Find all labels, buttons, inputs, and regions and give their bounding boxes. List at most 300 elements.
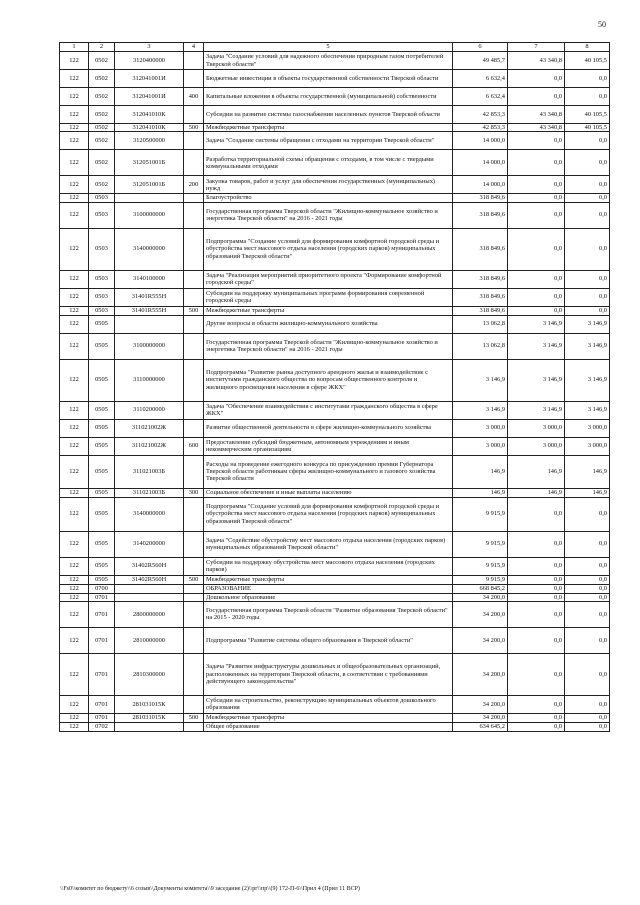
target-article-cell: 31402R560H: [115, 557, 184, 575]
table-row: [60, 106, 610, 124]
item-name-cell: Задача "Обеспечение взаимодействия с институтами гражданского общества в сфере ЖКХ": [204, 401, 453, 419]
amount-year1-cell: 14 000,0: [453, 176, 508, 194]
amount-year3-cell: 0,0: [565, 132, 610, 150]
amount-year2-cell: 3 146,9: [508, 315, 565, 333]
expense-type-cell: [184, 627, 204, 653]
target-article-cell: 2810300000: [115, 653, 184, 695]
item-name-cell: Подпрограмма "Создание условий для формирования комфортной городской среды и обустройства мест массового отдыха населения (городских парков) муниципальных образований Тверской области": [204, 228, 453, 270]
item-name-cell: Развитие общественной деятельности в сфере жилищно-коммунального хозяйства: [204, 419, 453, 437]
section-code-cell: 0502: [89, 106, 115, 124]
admin-code-cell: 122: [60, 315, 89, 333]
section-code-cell: 0503: [89, 306, 115, 315]
expense-type-cell: [184, 584, 204, 593]
target-article-cell: 3110200000: [115, 401, 184, 419]
expense-type-cell: [184, 202, 204, 228]
item-name-cell: Подпрограмма "Создание условий для формирования комфортной городской среды и обустройства мест массового отдыха населения (городских парков) муниципальных образований Тверской области": [204, 497, 453, 531]
expense-type-cell: 200: [184, 176, 204, 194]
amount-year2-cell: 3 146,9: [508, 401, 565, 419]
column-header: 7: [508, 43, 565, 52]
amount-year1-cell: 13 062,8: [453, 315, 508, 333]
amount-year1-cell: 318 849,6: [453, 270, 508, 288]
item-name-cell: Капитальные вложения в объекты государственной (муниципальной) собственности: [204, 88, 453, 106]
amount-year1-cell: 668 845,2: [453, 584, 508, 593]
amount-year2-cell: 146,9: [508, 455, 565, 488]
table-row: [60, 653, 610, 695]
expense-type-cell: 400: [184, 88, 204, 106]
section-code-cell: 0701: [89, 593, 115, 601]
amount-year1-cell: 146,9: [453, 488, 508, 497]
table-row: [60, 288, 610, 306]
target-article-cell: 31401R555H: [115, 306, 184, 315]
admin-code-cell: 122: [60, 194, 89, 202]
amount-year3-cell: 0,0: [565, 228, 610, 270]
amount-year1-cell: 13 062,8: [453, 333, 508, 359]
table-row: [60, 584, 610, 593]
target-article-cell: 2810000000: [115, 627, 184, 653]
admin-code-cell: 122: [60, 653, 89, 695]
target-article-cell: [115, 722, 184, 731]
amount-year3-cell: 0,0: [565, 601, 610, 627]
expense-type-cell: [184, 228, 204, 270]
amount-year2-cell: 43 340,8: [508, 124, 565, 132]
table-row: [60, 228, 610, 270]
amount-year2-cell: 0,0: [508, 150, 565, 176]
section-code-cell: 0702: [89, 722, 115, 731]
target-article-cell: 2800000000: [115, 601, 184, 627]
amount-year1-cell: 3 146,9: [453, 401, 508, 419]
amount-year3-cell: 0,0: [565, 150, 610, 176]
table-row: [60, 270, 610, 288]
item-name-cell: Дошкольное образование: [204, 593, 453, 601]
table-row: [60, 455, 610, 488]
table-row: [60, 306, 610, 315]
amount-year3-cell: 0,0: [565, 557, 610, 575]
admin-code-cell: 122: [60, 575, 89, 584]
column-header: 1: [60, 43, 89, 52]
column-header: 5: [204, 43, 453, 52]
target-article-cell: 3120500000: [115, 132, 184, 150]
section-code-cell: 0503: [89, 270, 115, 288]
target-article-cell: 31401R555H: [115, 288, 184, 306]
expense-type-cell: [184, 106, 204, 124]
amount-year3-cell: 0,0: [565, 531, 610, 557]
table-row: [60, 52, 610, 70]
expense-type-cell: [184, 531, 204, 557]
admin-code-cell: 122: [60, 124, 89, 132]
amount-year1-cell: 6 632,4: [453, 88, 508, 106]
admin-code-cell: 122: [60, 333, 89, 359]
column-header: 6: [453, 43, 508, 52]
item-name-cell: Межбюджетные трансферты: [204, 306, 453, 315]
amount-year3-cell: 0,0: [565, 627, 610, 653]
table-row: [60, 531, 610, 557]
admin-code-cell: 122: [60, 722, 89, 731]
admin-code-cell: 122: [60, 359, 89, 401]
admin-code-cell: 122: [60, 593, 89, 601]
target-article-cell: 312041010К: [115, 106, 184, 124]
amount-year3-cell: 0,0: [565, 722, 610, 731]
expense-type-cell: 500: [184, 306, 204, 315]
amount-year2-cell: 0,0: [508, 575, 565, 584]
expense-type-cell: 600: [184, 437, 204, 455]
expense-type-cell: [184, 150, 204, 176]
admin-code-cell: 122: [60, 228, 89, 270]
amount-year2-cell: 0,0: [508, 306, 565, 315]
item-name-cell: Разработка территориальной схемы обращения с отходами, в том числе с твердыми коммунальными отходами: [204, 150, 453, 176]
column-header: 4: [184, 43, 204, 52]
amount-year3-cell: 3 000,0: [565, 437, 610, 455]
admin-code-cell: 122: [60, 437, 89, 455]
section-code-cell: 0502: [89, 52, 115, 70]
target-article-cell: 281031015К: [115, 695, 184, 713]
table-row: [60, 593, 610, 601]
amount-year1-cell: 34 200,0: [453, 653, 508, 695]
amount-year3-cell: 0,0: [565, 288, 610, 306]
amount-year1-cell: 318 849,6: [453, 288, 508, 306]
amount-year2-cell: 0,0: [508, 228, 565, 270]
amount-year3-cell: 0,0: [565, 88, 610, 106]
table-row: [60, 419, 610, 437]
column-header: 3: [115, 43, 184, 52]
item-name-cell: Субсидии на поддержку обустройства мест массового отдыха населения (городских парков): [204, 557, 453, 575]
admin-code-cell: 122: [60, 150, 89, 176]
section-code-cell: 0505: [89, 333, 115, 359]
amount-year1-cell: 318 849,6: [453, 306, 508, 315]
amount-year3-cell: 0,0: [565, 194, 610, 202]
expense-type-cell: [184, 333, 204, 359]
amount-year2-cell: 43 340,8: [508, 106, 565, 124]
column-header: 8: [565, 43, 610, 52]
budget-table: [59, 42, 610, 732]
expense-type-cell: [184, 359, 204, 401]
item-name-cell: Межбюджетные трансферты: [204, 124, 453, 132]
target-article-cell: [115, 584, 184, 593]
table-row: [60, 150, 610, 176]
amount-year1-cell: 34 200,0: [453, 713, 508, 722]
amount-year3-cell: 0,0: [565, 653, 610, 695]
target-article-cell: 312041010К: [115, 124, 184, 132]
amount-year1-cell: 3 146,9: [453, 359, 508, 401]
amount-year1-cell: 634 645,2: [453, 722, 508, 731]
admin-code-cell: 122: [60, 88, 89, 106]
expense-type-cell: [184, 132, 204, 150]
admin-code-cell: 122: [60, 627, 89, 653]
item-name-cell: Государственная программа Тверской области "Жилищно-коммунальное хозяйство и энергетика Тверской области" на 2016 - 2021 годы: [204, 333, 453, 359]
section-code-cell: 0701: [89, 601, 115, 627]
item-name-cell: Общее образование: [204, 722, 453, 731]
amount-year2-cell: 0,0: [508, 695, 565, 713]
table-row: [60, 88, 610, 106]
admin-code-cell: 122: [60, 288, 89, 306]
target-article-cell: [115, 315, 184, 333]
amount-year2-cell: 0,0: [508, 713, 565, 722]
item-name-cell: ОБРАЗОВАНИЕ: [204, 584, 453, 593]
amount-year2-cell: 0,0: [508, 627, 565, 653]
section-code-cell: 0502: [89, 88, 115, 106]
table-row: [60, 601, 610, 627]
item-name-cell: Межбюджетные трансферты: [204, 575, 453, 584]
section-code-cell: 0502: [89, 70, 115, 88]
section-code-cell: 0505: [89, 437, 115, 455]
expense-type-cell: [184, 194, 204, 202]
amount-year3-cell: 146,9: [565, 455, 610, 488]
target-article-cell: 311021002Ж: [115, 437, 184, 455]
target-article-cell: 312041001И: [115, 88, 184, 106]
amount-year1-cell: 9 915,9: [453, 497, 508, 531]
item-name-cell: Закупка товаров, работ и услуг для обеспечения государственных (муниципальных) нужд: [204, 176, 453, 194]
section-code-cell: 0701: [89, 653, 115, 695]
amount-year1-cell: 42 853,3: [453, 106, 508, 124]
item-name-cell: Социальное обеспечение и иные выплаты населению: [204, 488, 453, 497]
section-code-cell: 0503: [89, 228, 115, 270]
section-code-cell: 0505: [89, 575, 115, 584]
item-name-cell: Предоставление субсидий бюджетным, автономным учреждениям и иным некоммерческим организациям: [204, 437, 453, 455]
amount-year1-cell: 6 632,4: [453, 70, 508, 88]
table-row: [60, 488, 610, 497]
expense-type-cell: [184, 695, 204, 713]
section-code-cell: 0502: [89, 124, 115, 132]
column-header: 2: [89, 43, 115, 52]
amount-year3-cell: 0,0: [565, 593, 610, 601]
item-name-cell: Задача "Создание условий для надежного обеспечения природным газом потребителей Тверской области": [204, 52, 453, 70]
expense-type-cell: [184, 455, 204, 488]
item-name-cell: Задача "Реализация мероприятий приоритетного проекта "Формирование комфортной городской среды": [204, 270, 453, 288]
admin-code-cell: 122: [60, 176, 89, 194]
table-row: [60, 132, 610, 150]
admin-code-cell: 122: [60, 132, 89, 150]
target-article-cell: 3100000000: [115, 202, 184, 228]
item-name-cell: Задача "Развитие инфраструктуры дошкольных и общеобразовательных организаций, расположенных на территории Тверской области, в соответствии с требованиями действующего законодательства": [204, 653, 453, 695]
amount-year2-cell: 0,0: [508, 722, 565, 731]
target-article-cell: 311021003Б: [115, 488, 184, 497]
admin-code-cell: 122: [60, 401, 89, 419]
target-article-cell: [115, 194, 184, 202]
expense-type-cell: [184, 497, 204, 531]
amount-year3-cell: 0,0: [565, 497, 610, 531]
expense-type-cell: 500: [184, 575, 204, 584]
expense-type-cell: 500: [184, 713, 204, 722]
amount-year2-cell: 0,0: [508, 288, 565, 306]
amount-year3-cell: 0,0: [565, 575, 610, 584]
target-article-cell: 3140000000: [115, 228, 184, 270]
amount-year1-cell: 14 000,0: [453, 150, 508, 176]
section-code-cell: 0701: [89, 627, 115, 653]
admin-code-cell: 122: [60, 52, 89, 70]
amount-year3-cell: 40 105,5: [565, 106, 610, 124]
amount-year2-cell: 3 000,0: [508, 437, 565, 455]
page-number: 50: [598, 20, 606, 29]
table-row: [60, 437, 610, 455]
section-code-cell: 0700: [89, 584, 115, 593]
amount-year3-cell: 3 146,9: [565, 333, 610, 359]
section-code-cell: 0503: [89, 288, 115, 306]
amount-year2-cell: 0,0: [508, 531, 565, 557]
admin-code-cell: 122: [60, 695, 89, 713]
amount-year3-cell: 40 105,5: [565, 124, 610, 132]
admin-code-cell: 122: [60, 531, 89, 557]
amount-year1-cell: 42 853,3: [453, 124, 508, 132]
section-code-cell: 0502: [89, 132, 115, 150]
section-code-cell: 0502: [89, 176, 115, 194]
expense-type-cell: 500: [184, 124, 204, 132]
amount-year3-cell: 0,0: [565, 70, 610, 88]
amount-year3-cell: 3 146,9: [565, 401, 610, 419]
target-article-cell: 3140000000: [115, 497, 184, 531]
admin-code-cell: 122: [60, 270, 89, 288]
section-code-cell: 0505: [89, 359, 115, 401]
item-name-cell: Субсидии на поддержку муниципальных программ формирования современной городской среды: [204, 288, 453, 306]
target-article-cell: 3140100000: [115, 270, 184, 288]
table-row: [60, 627, 610, 653]
target-article-cell: 31402R560H: [115, 575, 184, 584]
item-name-cell: Субсидии на строительство, реконструкцию муниципальных объектов дошкольного образования: [204, 695, 453, 713]
section-code-cell: 0503: [89, 194, 115, 202]
amount-year1-cell: 34 200,0: [453, 593, 508, 601]
amount-year1-cell: 34 200,0: [453, 601, 508, 627]
amount-year2-cell: 0,0: [508, 88, 565, 106]
expense-type-cell: [184, 601, 204, 627]
amount-year1-cell: 49 485,7: [453, 52, 508, 70]
table-row: [60, 575, 610, 584]
admin-code-cell: 122: [60, 419, 89, 437]
expense-type-cell: [184, 401, 204, 419]
section-code-cell: 0505: [89, 419, 115, 437]
amount-year1-cell: 318 849,6: [453, 202, 508, 228]
table-row: [60, 695, 610, 713]
amount-year2-cell: 43 340,8: [508, 52, 565, 70]
amount-year2-cell: 0,0: [508, 584, 565, 593]
table-row: [60, 333, 610, 359]
amount-year3-cell: 3 146,9: [565, 315, 610, 333]
item-name-cell: Другие вопросы в области жилищно-коммунального хозяйства: [204, 315, 453, 333]
section-code-cell: 0505: [89, 531, 115, 557]
header-row: [60, 43, 610, 52]
item-name-cell: Расходы на проведение ежегодного конкурса по присуждению премии Губернатора Тверской области работникам сферы жилищно-коммунального и газового хозяйства Тверской области: [204, 455, 453, 488]
section-code-cell: 0505: [89, 497, 115, 531]
amount-year1-cell: 9 915,9: [453, 531, 508, 557]
amount-year2-cell: 0,0: [508, 601, 565, 627]
amount-year1-cell: 34 200,0: [453, 627, 508, 653]
amount-year1-cell: 3 000,0: [453, 419, 508, 437]
admin-code-cell: 122: [60, 713, 89, 722]
table-row: [60, 401, 610, 419]
admin-code-cell: 122: [60, 601, 89, 627]
item-name-cell: Государственная программа Тверской области "Жилищно-коммунальное хозяйство и энергетика Тверской области" на 2016 - 2021 годы: [204, 202, 453, 228]
table-row: [60, 557, 610, 575]
item-name-cell: Подпрограмма "Развитие рынка доступного арендного жилья и взаимодействие с институтами гражданского общества по вопросам общественного контроля и жилищного просвещения населения в сфере ЖКХ": [204, 359, 453, 401]
table-row: [60, 70, 610, 88]
amount-year3-cell: 40 105,5: [565, 52, 610, 70]
amount-year1-cell: 9 915,9: [453, 557, 508, 575]
target-article-cell: 3120400000: [115, 52, 184, 70]
section-code-cell: 0505: [89, 315, 115, 333]
expense-type-cell: [184, 593, 204, 601]
item-name-cell: Задача "Содействие обустройству мест массового отдыха населения (городских парков) муниципальных образований Тверской области": [204, 531, 453, 557]
admin-code-cell: 122: [60, 455, 89, 488]
amount-year2-cell: 3 146,9: [508, 333, 565, 359]
amount-year3-cell: 0,0: [565, 270, 610, 288]
amount-year3-cell: 0,0: [565, 306, 610, 315]
item-name-cell: Межбюджетные трансферты: [204, 713, 453, 722]
amount-year3-cell: 3 146,9: [565, 359, 610, 401]
amount-year2-cell: 0,0: [508, 653, 565, 695]
amount-year1-cell: 146,9: [453, 455, 508, 488]
section-code-cell: 0701: [89, 695, 115, 713]
amount-year1-cell: 34 200,0: [453, 695, 508, 713]
amount-year3-cell: 0,0: [565, 202, 610, 228]
expense-type-cell: [184, 288, 204, 306]
amount-year2-cell: 146,9: [508, 488, 565, 497]
table-row: [60, 176, 610, 194]
section-code-cell: 0701: [89, 713, 115, 722]
section-code-cell: 0503: [89, 202, 115, 228]
table-row: [60, 194, 610, 202]
section-code-cell: 0505: [89, 401, 115, 419]
expense-type-cell: 300: [184, 488, 204, 497]
admin-code-cell: 122: [60, 306, 89, 315]
item-name-cell: Задача "Создание системы обращения с отходами на территории Тверской области": [204, 132, 453, 150]
admin-code-cell: 122: [60, 488, 89, 497]
amount-year2-cell: 3 146,9: [508, 359, 565, 401]
amount-year2-cell: 0,0: [508, 270, 565, 288]
amount-year2-cell: 0,0: [508, 70, 565, 88]
admin-code-cell: 122: [60, 70, 89, 88]
target-article-cell: 3110000000: [115, 359, 184, 401]
table-row: [60, 315, 610, 333]
target-article-cell: 3140200000: [115, 531, 184, 557]
item-name-cell: Субсидии на развитие системы газоснабжения населенных пунктов Тверской области: [204, 106, 453, 124]
expense-type-cell: [184, 722, 204, 731]
admin-code-cell: 122: [60, 557, 89, 575]
table-row: [60, 359, 610, 401]
target-article-cell: 3100000000: [115, 333, 184, 359]
amount-year3-cell: 0,0: [565, 176, 610, 194]
amount-year3-cell: 146,9: [565, 488, 610, 497]
expense-type-cell: [184, 557, 204, 575]
target-article-cell: 312051001Б: [115, 176, 184, 194]
amount-year2-cell: 0,0: [508, 557, 565, 575]
item-name-cell: Подпрограмма "Развитие системы общего образования в Тверской области": [204, 627, 453, 653]
amount-year3-cell: 0,0: [565, 713, 610, 722]
table-row: [60, 202, 610, 228]
expense-type-cell: [184, 52, 204, 70]
table-row: [60, 722, 610, 731]
footer-file-path: \\Fs0\\комитет по бюджету\\6 созыв\\Документы комитета\\9 заседание (2)\\рг\\пр\\(9) 172-П-6\\Прил 4 (Прил 11 ВСР): [60, 886, 360, 892]
table-row: [60, 713, 610, 722]
admin-code-cell: 122: [60, 106, 89, 124]
item-name-cell: Государственная программа Тверской области "Развитие образования Тверской области" на 2015 - 2020 годы: [204, 601, 453, 627]
expense-type-cell: [184, 70, 204, 88]
amount-year1-cell: 9 915,9: [453, 575, 508, 584]
expense-type-cell: [184, 315, 204, 333]
table-row: [60, 497, 610, 531]
item-name-cell: Бюджетные инвестиции в объекты государственной собственности Тверской области: [204, 70, 453, 88]
amount-year2-cell: 0,0: [508, 132, 565, 150]
amount-year1-cell: 318 849,6: [453, 194, 508, 202]
amount-year2-cell: 0,0: [508, 497, 565, 531]
target-article-cell: 312041001И: [115, 70, 184, 88]
amount-year2-cell: 0,0: [508, 593, 565, 601]
amount-year3-cell: 0,0: [565, 584, 610, 593]
target-article-cell: 281031015К: [115, 713, 184, 722]
section-code-cell: 0505: [89, 455, 115, 488]
table-row: [60, 124, 610, 132]
amount-year2-cell: 0,0: [508, 176, 565, 194]
admin-code-cell: 122: [60, 202, 89, 228]
amount-year2-cell: 0,0: [508, 194, 565, 202]
item-name-cell: Благоустройство: [204, 194, 453, 202]
section-code-cell: 0502: [89, 150, 115, 176]
